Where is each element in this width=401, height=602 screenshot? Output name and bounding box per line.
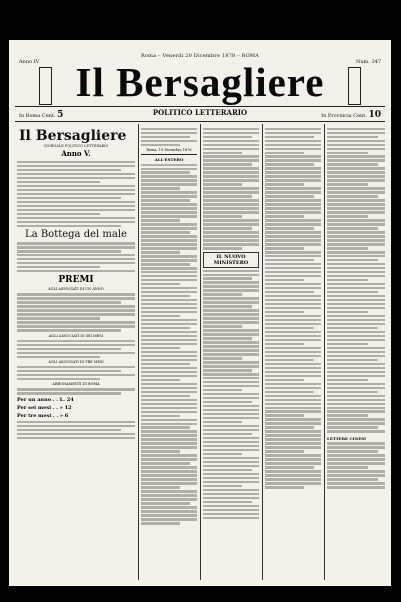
body-text bbox=[17, 388, 135, 394]
body-text bbox=[17, 421, 135, 439]
section-subheading: ABBONAMENTI DI ROMA bbox=[52, 382, 100, 387]
price-province-label: In Provincia Cent. bbox=[321, 113, 367, 119]
article-dateline: Roma, 19 Dicembre 1878 bbox=[146, 147, 192, 152]
section-subheading: AGLI ASSOCIATI DI SEI MESI bbox=[48, 333, 104, 338]
price-province bbox=[321, 110, 381, 120]
subscription-rate: Per un anno . . L. 24 bbox=[17, 396, 74, 403]
body-text bbox=[203, 128, 259, 250]
section-subheading: AGLI ASSOCIATI DI TRE MESI bbox=[48, 360, 104, 364]
subtitle: POLITICO LETTERARIO bbox=[152, 108, 248, 117]
body-text bbox=[141, 164, 197, 525]
column-5 bbox=[327, 126, 385, 580]
column-title: Il Bersagliere bbox=[19, 128, 127, 144]
issue-number: Num. 347 bbox=[355, 59, 381, 65]
column-rule bbox=[138, 124, 139, 580]
column-subtitle: GIORNALE POLITICO LETTERARIO bbox=[43, 144, 109, 148]
volume-label: Anno V. bbox=[61, 149, 91, 158]
column-rule bbox=[324, 124, 325, 580]
dateline: Roma – Venerdì 20 Dicembre 1878 – ROMA bbox=[140, 53, 260, 59]
feuilleton-title: La Bottega del male bbox=[25, 229, 127, 241]
column-3 bbox=[203, 126, 259, 580]
price-province-value: 10 bbox=[368, 110, 381, 120]
column-4 bbox=[265, 126, 321, 580]
header-rule-bottom bbox=[15, 121, 385, 122]
price-rome-value: 5 bbox=[57, 110, 64, 120]
issue-year: Anno IV bbox=[19, 59, 40, 65]
section-subheading: AGLI ASSOCIATI DI UN ANNO bbox=[48, 287, 104, 292]
body-text bbox=[203, 270, 259, 519]
column-1 bbox=[17, 126, 135, 580]
section-heading: IL NUOVO MINISTERO bbox=[203, 252, 259, 268]
subscription-rate: Per tre mesi . . » 6 bbox=[17, 412, 69, 419]
divider bbox=[141, 154, 197, 155]
header-rule-top bbox=[15, 106, 385, 107]
body-text bbox=[17, 366, 135, 380]
newspaper-page bbox=[9, 40, 391, 586]
body-text bbox=[265, 128, 321, 489]
column-2 bbox=[141, 126, 197, 580]
section-heading: ALL'ESTERO bbox=[154, 156, 184, 162]
body-text bbox=[327, 442, 385, 488]
section-heading: PREMI bbox=[58, 275, 94, 286]
subscription-rate: Per sei mesi . . » 12 bbox=[17, 404, 72, 411]
price-rome-label: In Roma Cent. bbox=[19, 113, 56, 119]
body-text bbox=[17, 293, 135, 331]
body-text bbox=[327, 128, 385, 433]
masthead: Il Bersagliere bbox=[75, 59, 325, 105]
body-text bbox=[17, 161, 135, 227]
column-rule bbox=[262, 124, 263, 580]
column-rule bbox=[200, 124, 201, 580]
body-text bbox=[141, 128, 197, 146]
body-text bbox=[17, 242, 135, 272]
section-heading: LETTERE CINESI bbox=[327, 435, 367, 441]
body-text bbox=[17, 340, 135, 358]
